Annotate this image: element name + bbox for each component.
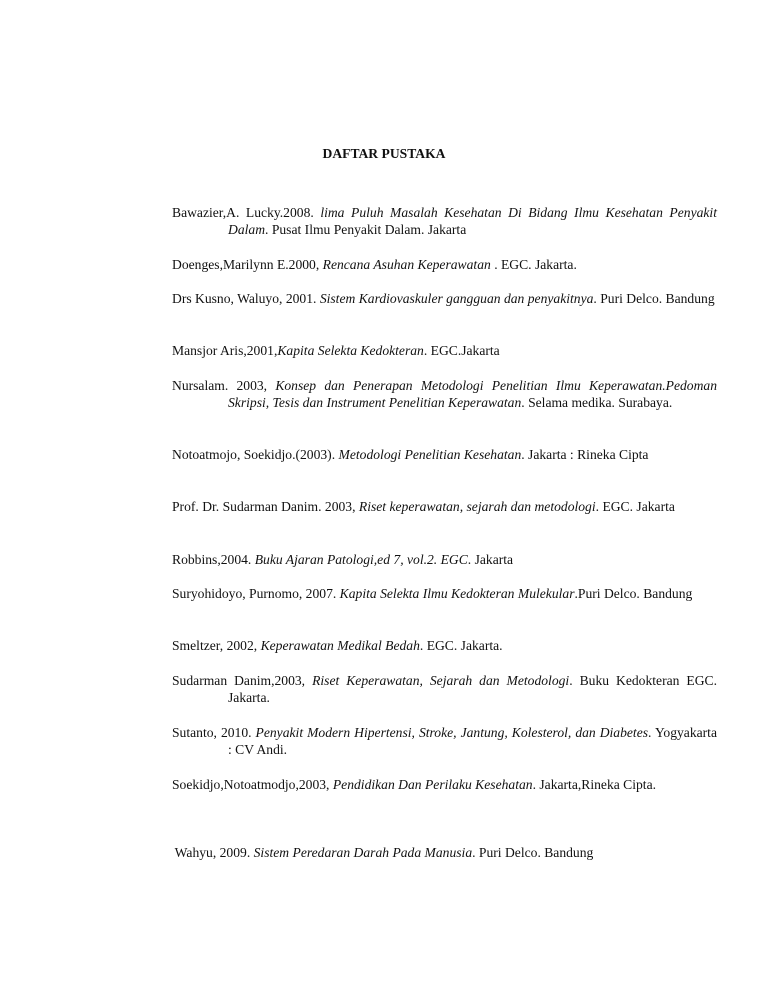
- ref-authors: Prof. Dr. Sudarman Danim. 2003,: [172, 499, 359, 514]
- ref-publisher: . Puri Delco. Bandung: [593, 291, 715, 306]
- reference-entry: [172, 776, 717, 793]
- ref-publisher: . Jakarta,Rineka Cipta.: [532, 777, 657, 792]
- reference-entry: [172, 551, 717, 568]
- ref-publisher: . Yogyakarta : CV Andi.: [228, 725, 717, 757]
- ref-title: Sistem Kardiovaskuler gangguan dan penyakitnya: [319, 291, 594, 306]
- ref-authors: Sudarman Danim,2003,: [172, 673, 313, 688]
- ref-publisher: . EGC. Jakarta.: [494, 257, 577, 272]
- ref-publisher: . Puri Delco. Bandung: [472, 845, 594, 860]
- reference-entry: [172, 342, 717, 359]
- ref-publisher: . Jakarta: [467, 552, 514, 567]
- ref-authors: Mansjor Aris,2001,: [172, 343, 278, 358]
- ref-title: Riset Keperawatan, Sejarah dan Metodologi: [312, 673, 570, 688]
- ref-publisher: . Buku Kedokteran EGC. Jakarta.: [228, 673, 718, 705]
- page-title: DAFTAR PUSTAKA: [322, 146, 446, 161]
- ref-title: Buku Ajaran Patologi,ed 7, vol.2. EGC: [254, 552, 468, 567]
- ref-authors: Robbins,2004.: [172, 552, 255, 567]
- ref-authors: Smeltzer, 2002,: [172, 638, 261, 653]
- ref-title: Penyakit Modern Hipertensi, Stroke, Jantung, Kolesterol, dan Diabetes: [255, 725, 649, 740]
- ref-publisher: .Puri Delco. Bandung: [574, 586, 693, 601]
- ref-title: Rencana Asuhan Keperawatan: [322, 257, 495, 272]
- reference-entry: [172, 290, 717, 307]
- ref-authors: Sutanto, 2010.: [172, 725, 256, 740]
- ref-title: Kapita Selekta Kedokteran: [277, 343, 424, 358]
- ref-publisher: . Jakarta : Rineka Cipta: [521, 447, 649, 462]
- reference-entry: [0, 844, 768, 861]
- reference-entry: [172, 585, 717, 602]
- reference-entry: [172, 377, 717, 411]
- ref-publisher: . EGC. Jakarta.: [419, 638, 503, 653]
- reference-entry: [172, 637, 717, 654]
- ref-authors: Bawazier,A. Lucky.2008.: [172, 205, 321, 220]
- ref-authors: Doenges,Marilynn E.2000,: [172, 257, 323, 272]
- reference-entry: [172, 498, 717, 515]
- reference-entry: [172, 204, 717, 238]
- ref-authors: Suryohidoyo, Purnomo, 2007.: [172, 586, 340, 601]
- reference-entry: [172, 256, 717, 273]
- ref-title: Kapita Selekta Ilmu Kedokteran Mulekular: [339, 586, 575, 601]
- ref-publisher: . Pusat Ilmu Penyakit Dalam. Jakarta: [265, 222, 467, 237]
- reference-entry: [172, 446, 717, 463]
- ref-authors: Drs Kusno, Waluyo, 2001.: [172, 291, 320, 306]
- ref-publisher: . EGC.Jakarta: [423, 343, 500, 358]
- reference-entry: [172, 724, 717, 758]
- reference-entry: [172, 672, 717, 706]
- ref-authors: Nursalam. 2003,: [172, 378, 276, 393]
- ref-title: Pendidikan Dan Perilaku Kesehatan: [332, 777, 533, 792]
- ref-title: Konsep dan Penerapan Metodologi Penelitian Ilmu Keperawatan.Pedoman Skripsi, Tesis dan Instrument Penelitian Keperawatan: [228, 378, 717, 410]
- ref-authors: Soekidjo,Notoatmodjo,2003,: [172, 777, 333, 792]
- ref-title: lima Puluh Masalah Kesehatan Di Bidang Ilmu Kesehatan Penyakit Dalam: [228, 205, 717, 237]
- ref-publisher: . Selama medika. Surabaya.: [521, 395, 673, 410]
- ref-title: Keperawatan Medikal Bedah: [260, 638, 420, 653]
- ref-title: Riset keperawatan, sejarah dan metodologi: [358, 499, 596, 514]
- ref-authors: Notoatmojo, Soekidjo.(2003).: [172, 447, 339, 462]
- ref-publisher: . EGC. Jakarta: [595, 499, 675, 514]
- ref-title: Sistem Peredaran Darah Pada Manusia: [253, 845, 473, 860]
- ref-title: Metodologi Penelitian Kesehatan: [338, 447, 522, 462]
- ref-authors: Wahyu, 2009.: [174, 845, 254, 860]
